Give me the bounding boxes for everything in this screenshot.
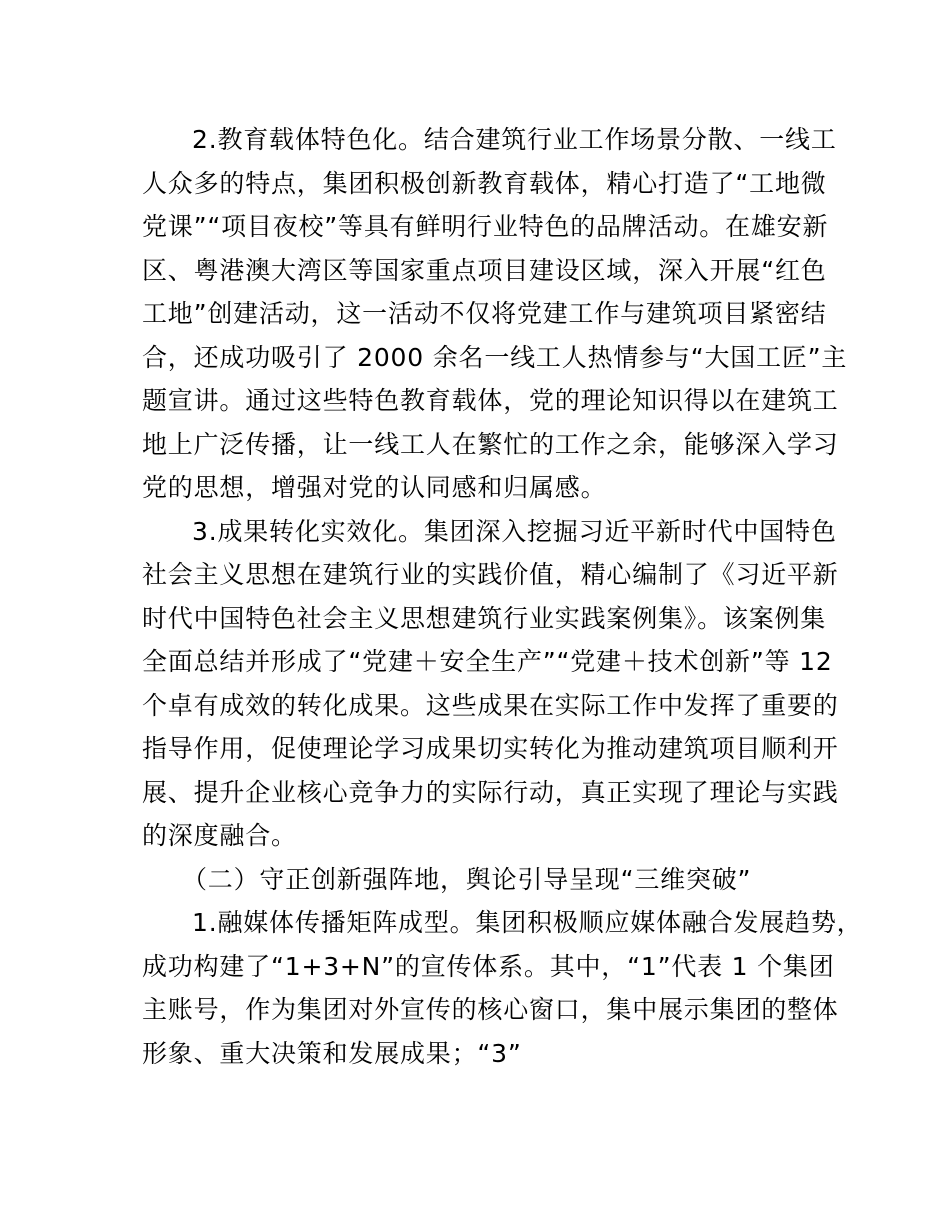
document-body <box>142 118 863 1075</box>
paragraph-2-line-8: 的深度融合。 <box>142 821 297 850</box>
paragraph-2-line-3: 时代中国特色社会主义思想建筑行业实践案例集》。该案例集 <box>142 603 827 633</box>
paragraph-2-line-5: 个卓有成效的转化成果。这些成果在实际工作中发挥了重要的 <box>142 690 839 720</box>
paragraph-1-line-2: 人众多的特点，集团积极创新教育载体，精心打造了“工地微 <box>142 168 827 198</box>
paragraph-2-line-2: 社会主义思想在建筑行业的实践价值，精心编制了《习近平新 <box>142 560 839 589</box>
section-heading: （二）守正创新强阵地，舆论引导呈现“三维突破” <box>182 864 752 894</box>
paragraph-3-line-3: 主账号，作为集团对外宣传的核心窗口，集中展示集团的整体 <box>142 995 839 1024</box>
paragraph-2-line-7: 展、提升企业核心竞争力的实际行动，真正实现了理论与实践 <box>142 777 839 807</box>
paragraph-1-line-3: 党课”“项目夜校”等具有鲜明行业特色的品牌活动。在雄安新 <box>142 212 829 241</box>
paragraph-1-line-8: 地上广泛传播，让一线工人在繁忙的工作之余，能够深入学习 <box>142 429 839 459</box>
paragraph-3-line-1: 1.融媒体传播矩阵成型。集团积极顺应媒体融合发展趋势， <box>192 908 863 937</box>
paragraph-3-line-4: 形象、重大决策和发展成果；“3” <box>142 1038 522 1068</box>
paragraph-1-line-9: 党的思想，增强对党的认同感和归属感。 <box>142 473 607 502</box>
paragraph-1-line-4: 区、粤港澳大湾区等国家重点项目建设区域，深入开展“红色 <box>142 255 827 285</box>
paragraph-1-line-5: 工地”创建活动，这一活动不仅将党建工作与建筑项目紧密结 <box>142 299 827 328</box>
paragraph-2-line-1: 3.成果转化实效化。集团深入挖掘习近平新时代中国特色 <box>192 516 837 546</box>
paragraph-3-line-2: 成功构建了“1+3+N”的宣传体系。其中，“1”代表 1 个集团 <box>142 951 835 981</box>
paragraph-2-line-6: 指导作用，促使理论学习成果切实转化为推动建筑项目顺利开 <box>142 734 839 763</box>
paragraph-1-line-6: 合，还成功吸引了 2000 余名一线工人热情参与“大国工匠”主 <box>142 342 848 372</box>
paragraph-2-line-4: 全面总结并形成了“党建＋安全生产”“党建＋技术创新”等 12 <box>142 647 833 676</box>
paragraph-1-line-7: 题宣讲。通过这些特色教育载体，党的理论知识得以在建筑工 <box>142 386 839 415</box>
paragraph-1-line-1: 2.教育载体特色化。结合建筑行业工作场景分散、一线工 <box>192 125 837 154</box>
